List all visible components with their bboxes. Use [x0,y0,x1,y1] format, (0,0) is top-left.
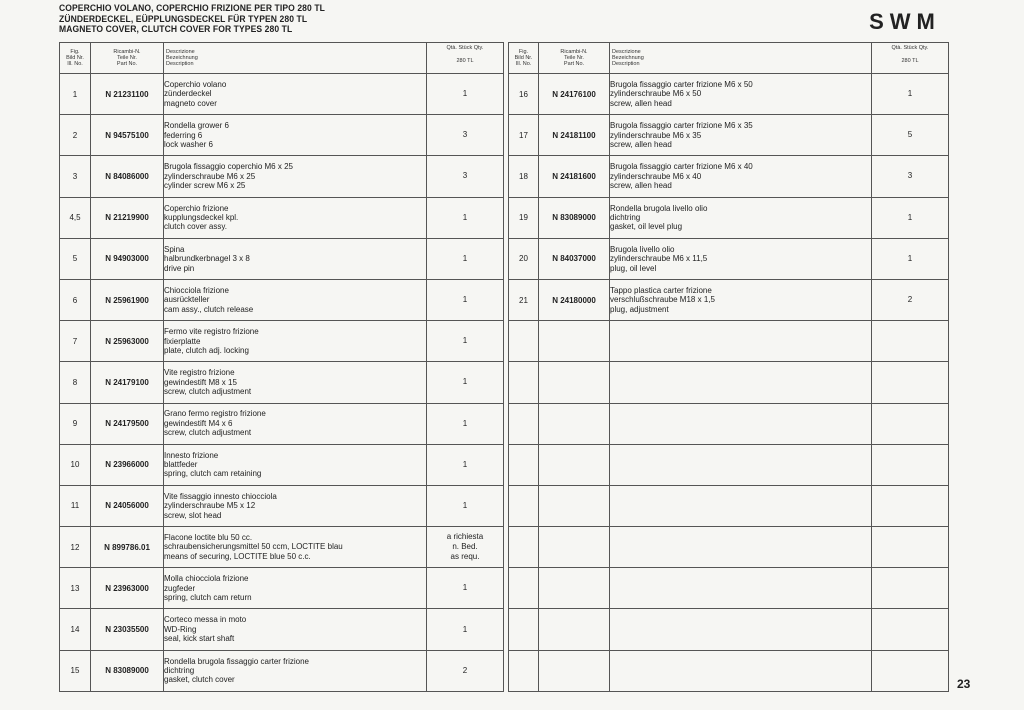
quantity-line: 1 [462,624,468,634]
quantity-line: 3 [462,130,468,140]
part-number: N 24176100 [539,74,610,115]
description-line: screw, clutch adjustment [164,428,252,438]
quantity-line: 1 [462,583,468,593]
col-header-fig: Fig. Bild Nr. Ill. No. [509,43,539,74]
part-number [539,321,610,362]
quantity [427,568,504,609]
table-row [509,568,949,609]
quantity-line: 1 [462,336,468,346]
part-description [610,403,872,444]
part-description [164,527,427,568]
description-line: dichtring [164,666,195,676]
col-header-desc: Descrizione Bezeichnung Description [610,43,872,74]
quantity [427,527,504,568]
description-line: federring 6 [164,130,203,140]
description-line: screw, allen head [610,139,672,149]
quantity [872,568,949,609]
brand-text: SWM [869,9,941,34]
quantity-line: a richiesta [446,532,484,542]
description-line: gasket, clutch cover [164,675,235,685]
description-line: gasket, oil level plug [610,222,683,232]
quantity-line: 1 [462,500,468,510]
part-description [164,444,427,485]
part-number: N 23966000 [91,444,164,485]
table-row [60,527,504,568]
quantity-line: 1 [462,253,468,263]
table-row [509,403,949,444]
description-line: Brugola fissaggio carter frizione M6 x 50 [610,79,753,89]
quantity [872,527,949,568]
description-line: drive pin [164,263,195,273]
part-number [539,650,610,691]
part-number [539,568,610,609]
quantity [872,444,949,485]
description-line: schraubensicherungsmittel 50 ccm, LOCTITE blau [164,542,343,552]
fig-number: 21 [509,279,539,320]
fig-number: 6 [60,279,91,320]
description-line: fixierplatte [164,336,201,346]
part-description [164,156,427,197]
description-line: means of securing, LOCTITE blue 50 c.c. [164,551,311,561]
fig-number: 19 [509,197,539,238]
table-row [509,321,949,362]
part-number [539,609,610,650]
col-header-fig: Fig. Bild Nr. Ill. No. [60,43,91,74]
part-number: N 83089000 [91,650,164,691]
description-line: halbrundkerbnagel 3 x 8 [164,254,250,264]
part-description [610,650,872,691]
part-number: N 94575100 [91,115,164,156]
quantity [872,403,949,444]
description-line: Brugola fissaggio carter frizione M6 x 40 [610,162,753,172]
part-number: N 24181600 [539,156,610,197]
table-row [60,156,504,197]
table-row [509,650,949,691]
fig-number: 4,5 [60,197,91,238]
fig-number: 3 [60,156,91,197]
fig-number [509,527,539,568]
part-description [610,238,872,279]
description-line: zylinderschraube M5 x 12 [164,501,256,511]
part-description [610,115,872,156]
part-description [164,650,427,691]
description-line: blattfeder [164,460,198,470]
quantity [872,115,949,156]
col-header-part: Ricambi-N. Teile Nr. Part No. [91,43,164,74]
quantity-line: 3 [462,171,468,181]
quantity [427,238,504,279]
quantity-line: 5 [907,130,913,140]
quantity-line: 1 [462,212,468,222]
description-line: Spina [164,244,185,254]
table-row [60,403,504,444]
part-number: N 25961900 [91,279,164,320]
quantity [872,609,949,650]
part-description [164,485,427,526]
description-line: zylinderschraube M6 x 50 [610,89,702,99]
quantity [872,156,949,197]
fig-number: 9 [60,403,91,444]
part-description [164,609,427,650]
part-description [610,485,872,526]
quantity [427,485,504,526]
part-number: N 23035500 [91,609,164,650]
quantity-line: 1 [462,418,468,428]
fig-number [509,321,539,362]
part-description [164,568,427,609]
part-number: N 899786.01 [91,527,164,568]
fig-number: 10 [60,444,91,485]
fig-number [509,609,539,650]
part-number [539,444,610,485]
description-line: screw, allen head [610,98,672,108]
description-line: Molla chiocciola frizione [164,574,249,584]
part-description [164,197,427,238]
part-description [610,568,872,609]
part-number: N 24181100 [539,115,610,156]
table-row [60,568,504,609]
table-row [509,156,949,197]
part-description [610,74,872,115]
quantity [427,197,504,238]
part-description [164,74,427,115]
description-line: screw, slot head [164,510,222,520]
table-row [60,115,504,156]
quantity [427,444,504,485]
fig-number: 15 [60,650,91,691]
fig-number [509,362,539,403]
table-row [509,115,949,156]
fig-number: 13 [60,568,91,609]
col-header-qty: Qtà. Stück Qty. 280 TL [872,43,949,74]
description-line: plug, oil level [610,263,657,273]
part-description [610,444,872,485]
part-description [164,403,427,444]
part-description [610,362,872,403]
quantity [872,238,949,279]
part-number: N 94903000 [91,238,164,279]
fig-number: 16 [509,74,539,115]
page-number: 23 [957,677,971,691]
fig-number [509,650,539,691]
fig-number: 1 [60,74,91,115]
description-line: spring, clutch cam retaining [164,469,262,479]
description-line: Chiocciola frizione [164,285,229,295]
table-row [509,444,949,485]
table-row [60,238,504,279]
fig-number [509,568,539,609]
part-number: N 21219900 [91,197,164,238]
part-number: N 23963000 [91,568,164,609]
description-line: gewindestift M8 x 15 [164,377,237,387]
fig-number: 2 [60,115,91,156]
title-line-de: ZÜNDERDECKEL, EÜPPLUNGSDECKEL FÜR TYPEN 280 TL [59,13,308,25]
description-line: Innesto frizione [164,450,219,460]
fig-number: 8 [60,362,91,403]
description-line: zünderdeckel [164,89,212,99]
fig-number [509,403,539,444]
table-row [60,321,504,362]
table-row [60,485,504,526]
quantity-line: 1 [462,295,468,305]
description-line: screw, allen head [610,181,672,191]
description-line: Rondella brugola fissaggio carter frizione [164,656,309,666]
quantity-line: 3 [907,171,913,181]
quantity [872,321,949,362]
part-number: N 24179100 [91,362,164,403]
table-row [509,485,949,526]
part-number: N 25963000 [91,321,164,362]
parts-table-left [59,42,504,692]
part-description [164,238,427,279]
part-number: N 84037000 [539,238,610,279]
table-row [60,444,504,485]
table-header [509,43,949,74]
part-description [610,609,872,650]
table-row [509,197,949,238]
description-line: ausrückteller [164,295,210,305]
description-line: cam assy., clutch release [164,304,254,314]
quantity-line: 1 [462,89,468,99]
table-row [60,279,504,320]
table-row [60,650,504,691]
quantity [427,115,504,156]
quantity [427,362,504,403]
quantity [427,321,504,362]
description-line: Brugola fissaggio carter frizione M6 x 35 [610,121,753,131]
quantity [427,609,504,650]
swm-logo [860,8,950,34]
description-line: Flacone loctite blu 50 cc. [164,533,253,543]
description-line: zugfeder [164,583,196,593]
description-line: lock washer 6 [164,139,213,149]
part-number: N 24179500 [91,403,164,444]
fig-number: 20 [509,238,539,279]
description-line: magneto cover [164,98,217,108]
description-line: zylinderschraube M6 x 40 [610,171,702,181]
description-line: Fermo vite registro frizione [164,327,259,337]
description-line: zylinderschraube M6 x 35 [610,130,702,140]
description-line: Rondella brugola livello olio [610,203,708,213]
quantity-line: 1 [462,459,468,469]
description-line: plate, clutch adj. locking [164,345,249,355]
quantity-line: 2 [462,665,468,675]
description-line: Brugola livello olio [610,244,675,254]
table-row [509,238,949,279]
description-line: cylinder screw M6 x 25 [164,181,246,191]
description-line: clutch cover assy. [164,222,227,232]
part-description [610,527,872,568]
fig-number [509,444,539,485]
description-line: screw, clutch adjustment [164,387,252,397]
table-row [509,74,949,115]
part-description [164,362,427,403]
quantity-line: n. Bed. [452,542,478,552]
quantity-line: 1 [907,89,913,99]
description-line: Brugola fissaggio coperchio M6 x 25 [164,162,293,172]
table-row [60,197,504,238]
fig-number: 18 [509,156,539,197]
table-row [60,609,504,650]
table-row [509,279,949,320]
fig-number: 11 [60,485,91,526]
part-description [610,197,872,238]
fig-number: 17 [509,115,539,156]
part-number [539,362,610,403]
quantity [872,650,949,691]
description-line: Vite fissaggio innesto chiocciola [164,491,277,501]
description-line: spring, clutch cam return [164,593,252,603]
quantity [427,74,504,115]
part-description [164,115,427,156]
fig-number: 14 [60,609,91,650]
part-description [610,321,872,362]
table-header [60,43,504,74]
title-line-it: COPERCHIO VOLANO, COPERCHIO FRIZIONE PER TIPO 280 TL [59,3,325,14]
quantity [872,279,949,320]
description-line: verschlußschraube M18 x 1,5 [610,295,715,305]
description-line: Rondella grower 6 [164,121,229,131]
quantity-line: 2 [907,295,913,305]
description-line: Vite registro frizione [164,368,235,378]
part-description [610,156,872,197]
description-line: Coperchio frizione [164,203,229,213]
quantity [427,403,504,444]
fig-number: 5 [60,238,91,279]
description-line: Corteco messa in moto [164,615,247,625]
part-number: N 84086000 [91,156,164,197]
description-line: Tappo plastica carter frizione [610,285,712,295]
description-line: kupplungsdeckel kpl. [164,212,239,222]
quantity [427,279,504,320]
fig-number: 7 [60,321,91,362]
table-row [509,362,949,403]
quantity [872,362,949,403]
quantity [872,74,949,115]
description-line: zylinderschraube M6 x 25 [164,171,256,181]
description-line: gewindestift M4 x 6 [164,418,233,428]
description-line: Coperchio volano [164,79,227,89]
quantity [427,650,504,691]
table-row [60,362,504,403]
part-number: N 21231100 [91,74,164,115]
quantity-line: 1 [907,212,913,222]
quantity [427,156,504,197]
description-line: seal, kick start shaft [164,634,235,644]
part-number: N 24056000 [91,485,164,526]
part-number: N 24180000 [539,279,610,320]
col-header-desc: Descrizione Bezeichnung Description [164,43,427,74]
col-header-qty: Qtà. Stück Qty. 280 TL [427,43,504,74]
part-number [539,403,610,444]
quantity-line: as requ. [450,552,480,562]
quantity-line: 1 [907,253,913,263]
page-title [59,4,325,36]
fig-number: 12 [60,527,91,568]
description-line: dichtring [610,212,641,222]
table-row [509,609,949,650]
quantity [872,485,949,526]
quantity [872,197,949,238]
description-line: plug, adjustment [610,304,669,314]
description-line: Grano fermo registro frizione [164,409,266,419]
table-row [60,74,504,115]
part-number [539,527,610,568]
parts-table-right [508,42,949,692]
part-number [539,485,610,526]
description-line: zylinderschraube M6 x 11,5 [610,254,708,264]
part-description [164,279,427,320]
title-line-en: MAGNETO COVER, CLUTCH COVER FOR TYPES 280 TL [59,24,293,35]
quantity-line: 1 [462,377,468,387]
description-line: WD-Ring [164,624,197,634]
part-description [610,279,872,320]
fig-number [509,485,539,526]
col-header-part: Ricambi-N. Teile Nr. Part No. [539,43,610,74]
part-number: N 83089000 [539,197,610,238]
table-row [509,527,949,568]
part-description [164,321,427,362]
